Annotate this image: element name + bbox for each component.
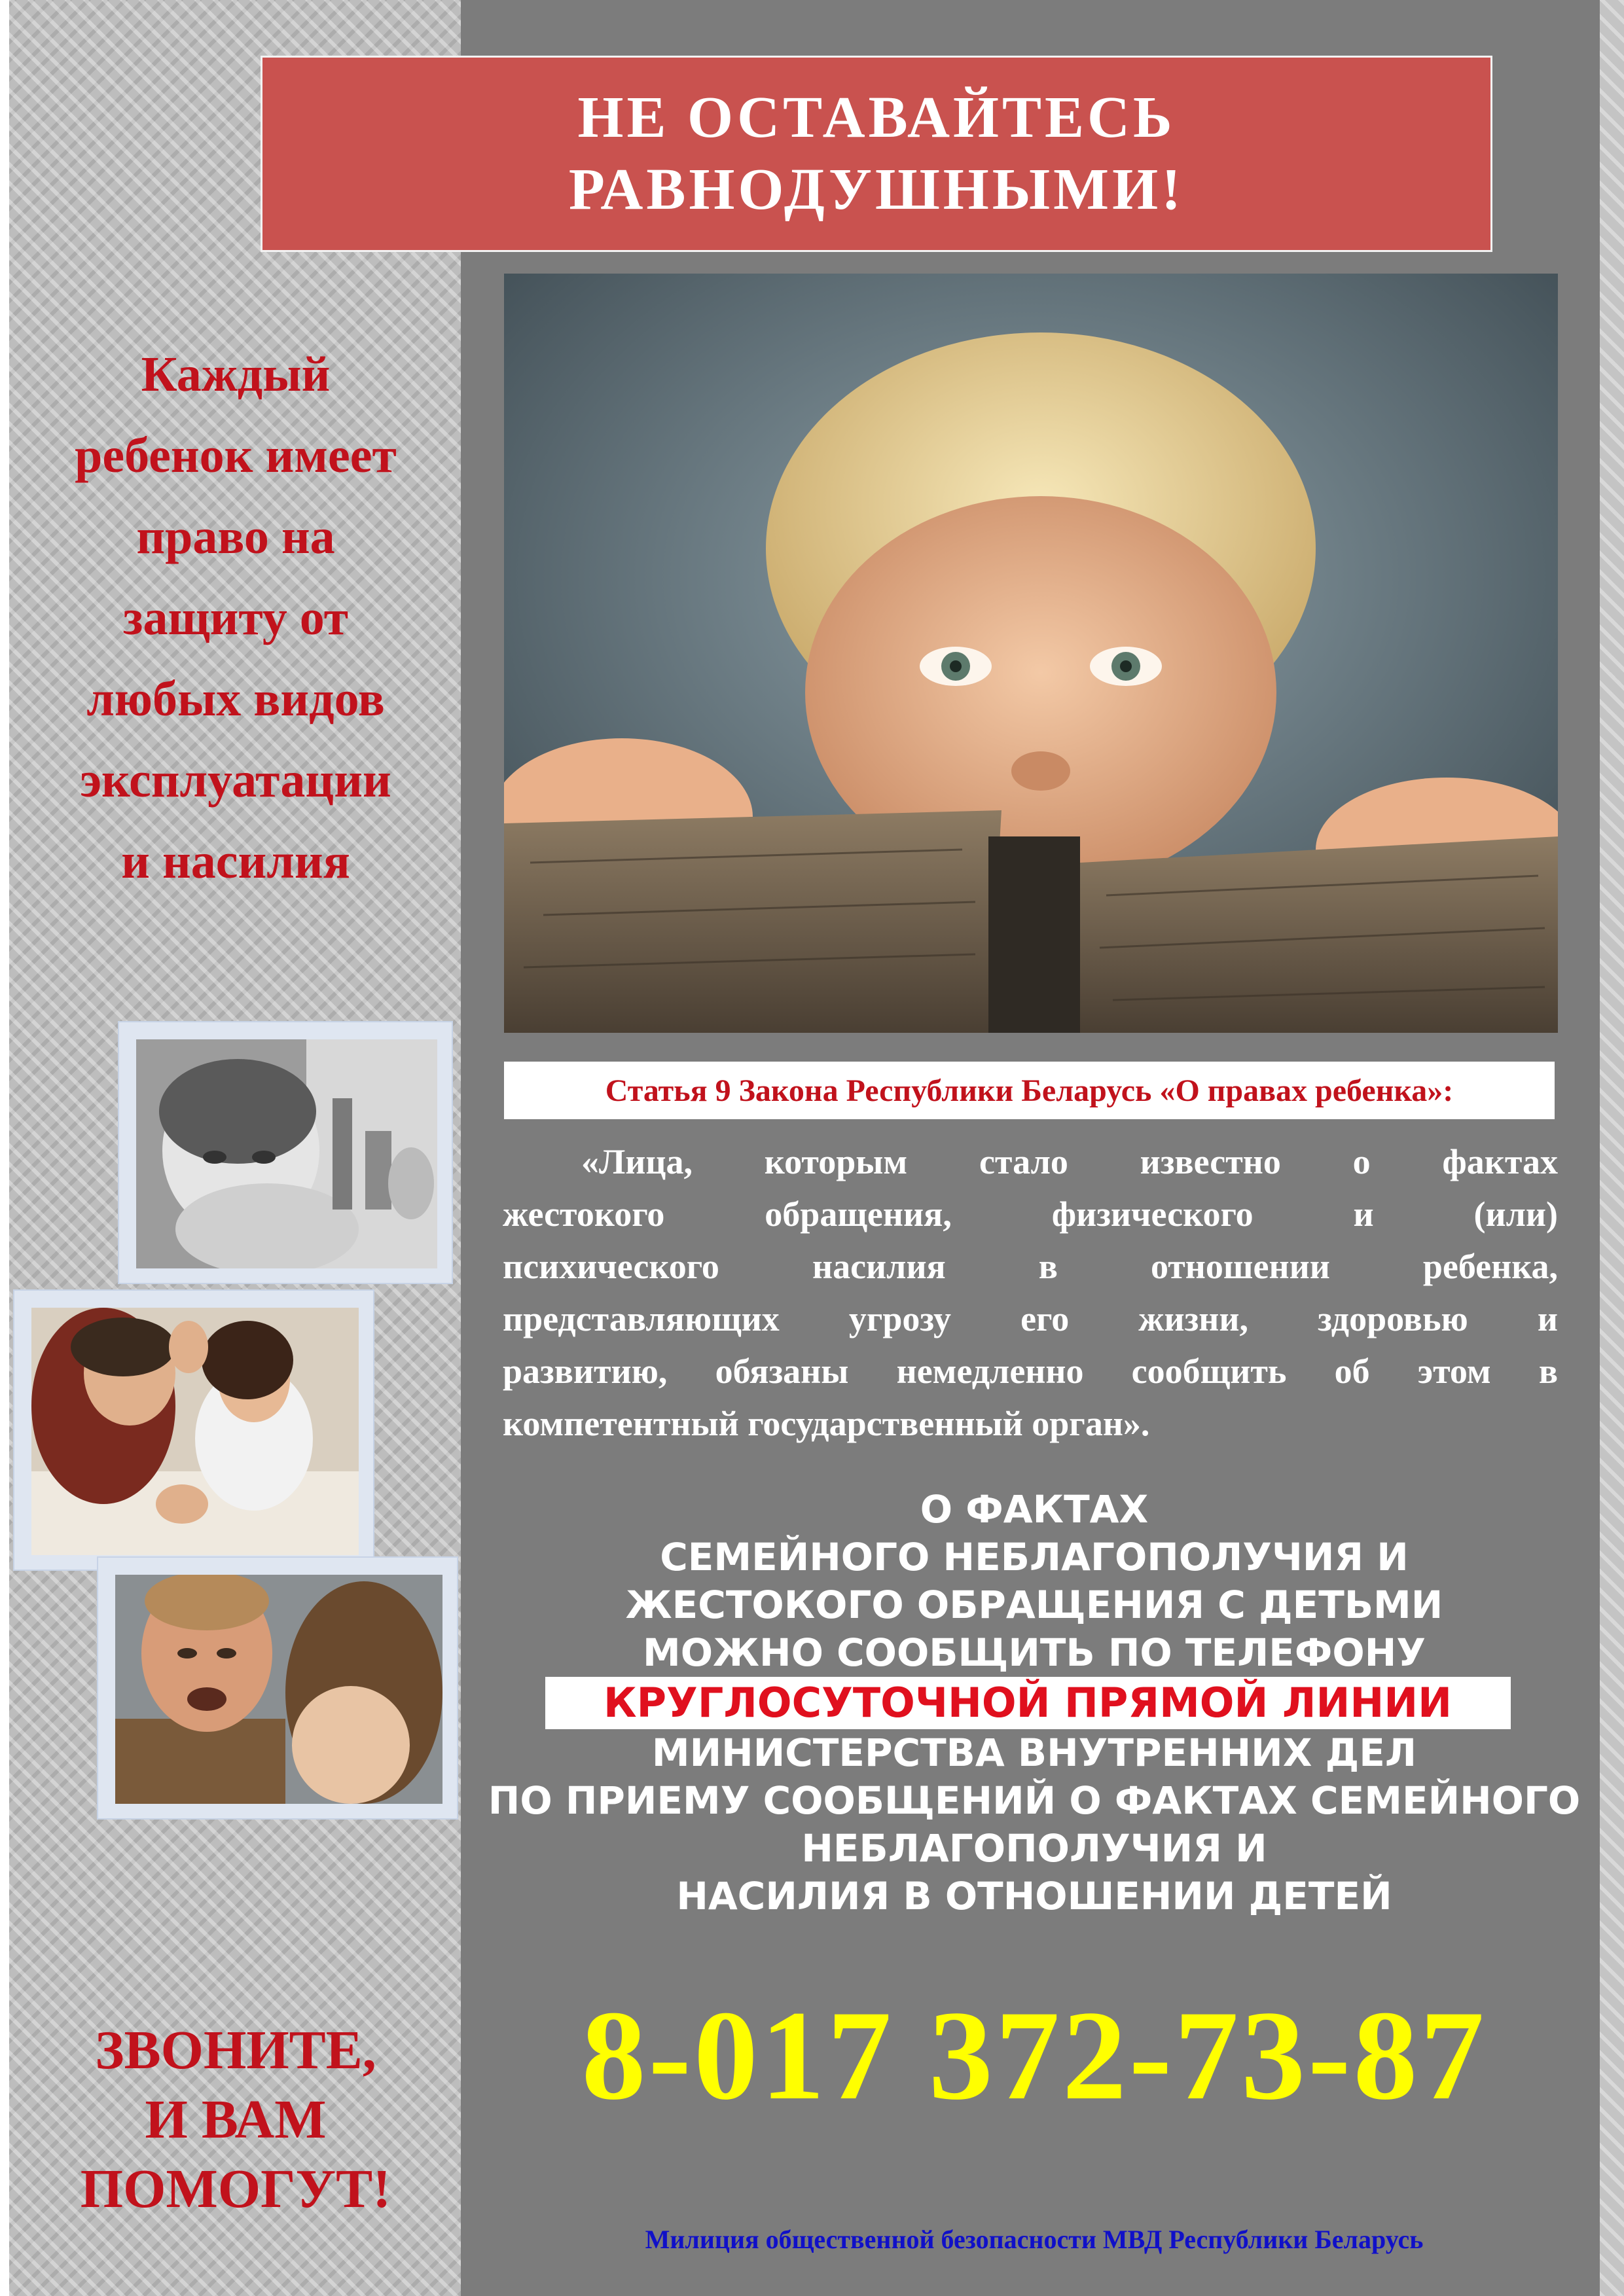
family-conflict-image [31, 1308, 359, 1555]
title-banner [261, 56, 1492, 252]
quote-line: компетентный государственный орган». [503, 1404, 1150, 1443]
rights-line: любых видов [86, 672, 385, 726]
rights-line: право на [136, 509, 335, 564]
right-patterned-strip [1600, 0, 1624, 2296]
report-line: НАСИЛИЯ В ОТНОШЕНИИ ДЕТЕЙ [676, 1874, 1392, 1918]
quote-line: психического насилия в отношении ребенка, [503, 1247, 1558, 1286]
report-line: ЖЕСТОКОГО ОБРАЩЕНИЯ С ДЕТЬМИ [625, 1583, 1443, 1627]
report-information [471, 1486, 1597, 1920]
law-quote [503, 1136, 1558, 1450]
hotline-phone-number[interactable]: 8-017 372-73-87 [581, 1984, 1487, 2126]
child-behind-fence-photo [504, 274, 1558, 1033]
quote-line: «Лица, которым стало известно о фактах [581, 1142, 1558, 1181]
rights-line: и насилия [121, 834, 350, 889]
crying-child-image [136, 1039, 437, 1268]
report-line: МИНИСТЕРСТВА ВНУТРЕННИХ ДЕЛ [651, 1731, 1417, 1775]
child-rights-statement [26, 334, 445, 902]
call-line: И ВАМ [145, 2089, 327, 2150]
report-line: ПО ПРИЕМУ СООБЩЕНИЙ О ФАКТАХ СЕМЕЙНОГО [488, 1778, 1581, 1823]
quote-line: жестокого обращения, физического и (или) [503, 1194, 1558, 1234]
rights-line: ребенок имеет [75, 428, 397, 483]
title-line-1: НЕ ОСТАВАЙТЕСЬ [577, 85, 1176, 150]
report-line: НЕБЛАГОПОЛУЧИЯ И [801, 1826, 1267, 1871]
report-line: СЕМЕЙНОГО НЕБЛАГОПОЛУЧИЯ И [660, 1535, 1409, 1579]
report-line: О ФАКТАХ [920, 1487, 1149, 1532]
thumbnail-family-conflict [13, 1289, 374, 1571]
rights-line: эксплуатации [80, 753, 391, 808]
thumbnail-crying-child [118, 1021, 453, 1284]
rights-line: Каждый [141, 347, 331, 402]
title-line-2: РАВНОДУШНЫМИ! [568, 157, 1185, 222]
child-photo-illustration [504, 274, 1558, 1033]
hotline-label: КРУГЛОСУТОЧНОЙ ПРЯМОЙ ЛИНИИ [545, 1677, 1511, 1729]
rights-line: защиту от [122, 590, 349, 645]
quote-line: развитию, обязаны немедленно сообщить об этом в [503, 1352, 1558, 1391]
article-9-heading: Статья 9 Закона Республики Беларусь «О правах ребенка»: [504, 1062, 1555, 1119]
angry-father-image [115, 1575, 442, 1804]
call-line: ЗВОНИТЕ, [95, 2020, 376, 2081]
call-line: ПОМОГУТ! [80, 2159, 391, 2219]
report-line: МОЖНО СООБЩИТЬ ПО ТЕЛЕФОНУ [643, 1630, 1426, 1675]
thumbnail-angry-father [97, 1556, 458, 1820]
footer-organization: Милиция общественной безопасности МВД Республики Беларусь [645, 2225, 1424, 2254]
quote-line: представляющих угрозу его жизни, здоровью и [503, 1299, 1558, 1338]
call-to-action [20, 2016, 452, 2224]
